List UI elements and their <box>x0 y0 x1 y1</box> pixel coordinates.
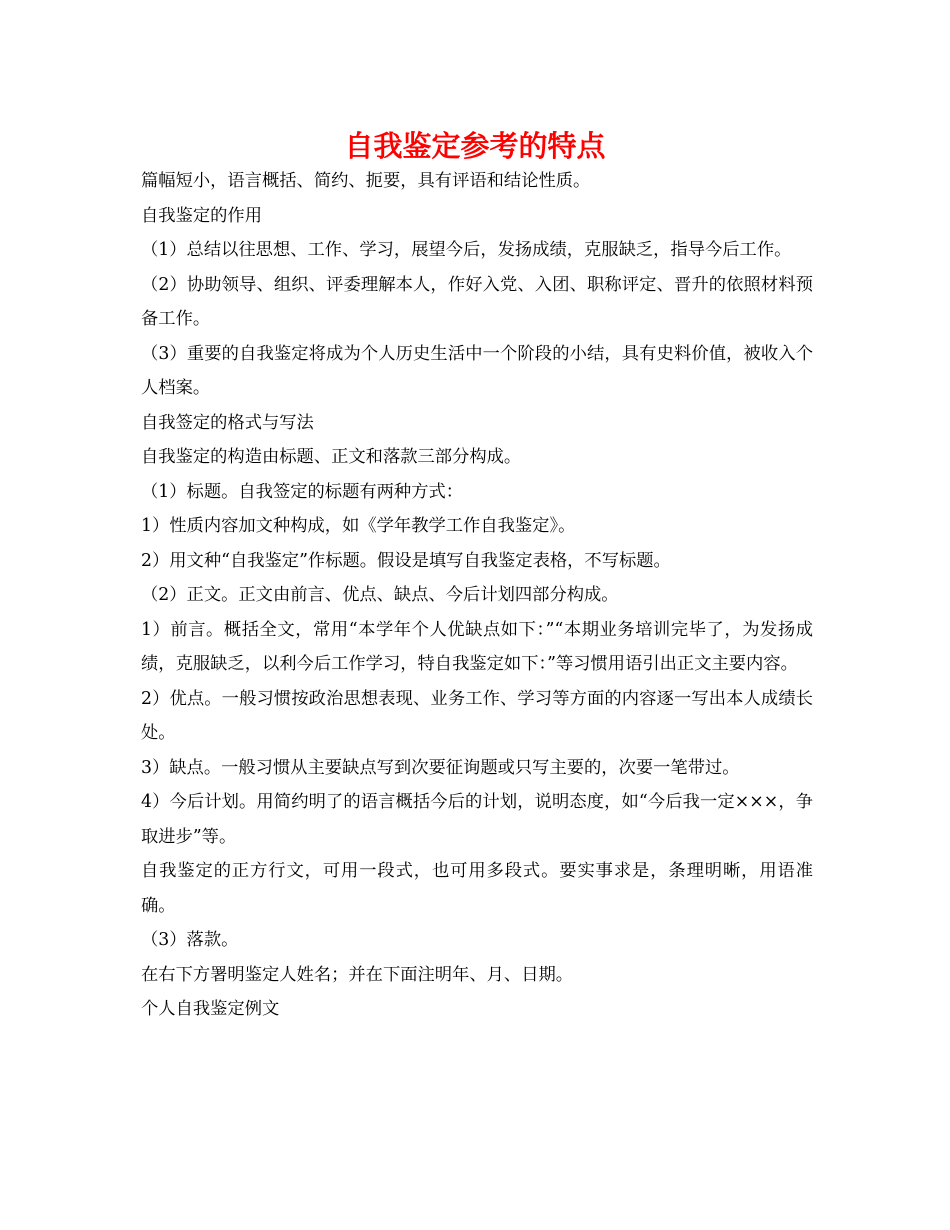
paragraph-body-strengths: 2）优点。一般习惯按政治思想表现、业务工作、学习等方面的内容逐一写出本人成绩长处。 <box>141 688 813 743</box>
section-heading-format: 自我签定的格式与写法 <box>141 412 314 433</box>
paragraph-body-section: （2）正文。正文由前言、优点、缺点、今后计划四部分构成。 <box>141 585 619 605</box>
paragraph-body-plans: 4）今后计划。用简约明了的语言概括今后的计划，说明态度，如“今后我一定×××，争取进步”等。 <box>141 792 813 847</box>
paragraph-function-2: （2）协助领导、组织、评委理解本人，作好入党、入团、职称评定、晋升的依照材料预备工作。 <box>141 274 813 329</box>
section-heading-function: 自我鉴定的作用 <box>141 205 262 226</box>
document-body <box>141 164 813 1027</box>
paragraph-structure: 自我鉴定的构造由标题、正文和落款三部分构成。 <box>141 447 522 467</box>
paragraph-function-3: （3）重要的自我鉴定将成为个人历史生活中一个阶段的小结，具有史料价值，被收入个人档案。 <box>141 343 813 398</box>
page-title: 自我鉴定参考的特点 <box>344 129 606 163</box>
paragraph-intro: 篇幅短小，语言概括、简约、扼要，具有评语和结论性质。 <box>141 171 591 191</box>
paragraph-title-option-1: 1）性质内容加文种构成，如《学年教学工作自我鉴定》。 <box>141 516 576 536</box>
section-heading-example: 个人自我鉴定例文 <box>141 999 280 1019</box>
paragraph-signature-section: （3）落款。 <box>141 930 239 950</box>
paragraph-function-1: （1）总结以往思想、工作、学习，展望今后，发扬成绩，克服缺乏，指导今后工作。 <box>141 240 792 260</box>
paragraph-title-section: （1）标题。自我签定的标题有两种方式： <box>141 481 464 502</box>
paragraph-signature-detail: 在右下方署明鉴定人姓名；并在下面注明年、月、日期。 <box>141 964 574 985</box>
paragraph-body-preface: 1）前言。概括全文，常用“本学年个人优缺点如下：”“本期业务培训完毕了，为发扬成绩，克服缺乏，以利今后工作学习，特自我鉴定如下：”等习惯用语引出正文主要内容。 <box>141 619 813 674</box>
paragraph-body-style: 自我鉴定的正方行文，可用一段式，也可用多段式。要实事求是，条理明晰，用语准确。 <box>141 861 813 916</box>
paragraph-title-option-2: 2）用文种“自我鉴定”作标题。假设是填写自我鉴定表格，不写标题。 <box>141 550 671 571</box>
paragraph-body-weaknesses: 3）缺点。一般习惯从主要缺点写到次要征询题或只写主要的，次要一笔带过。 <box>141 757 740 778</box>
